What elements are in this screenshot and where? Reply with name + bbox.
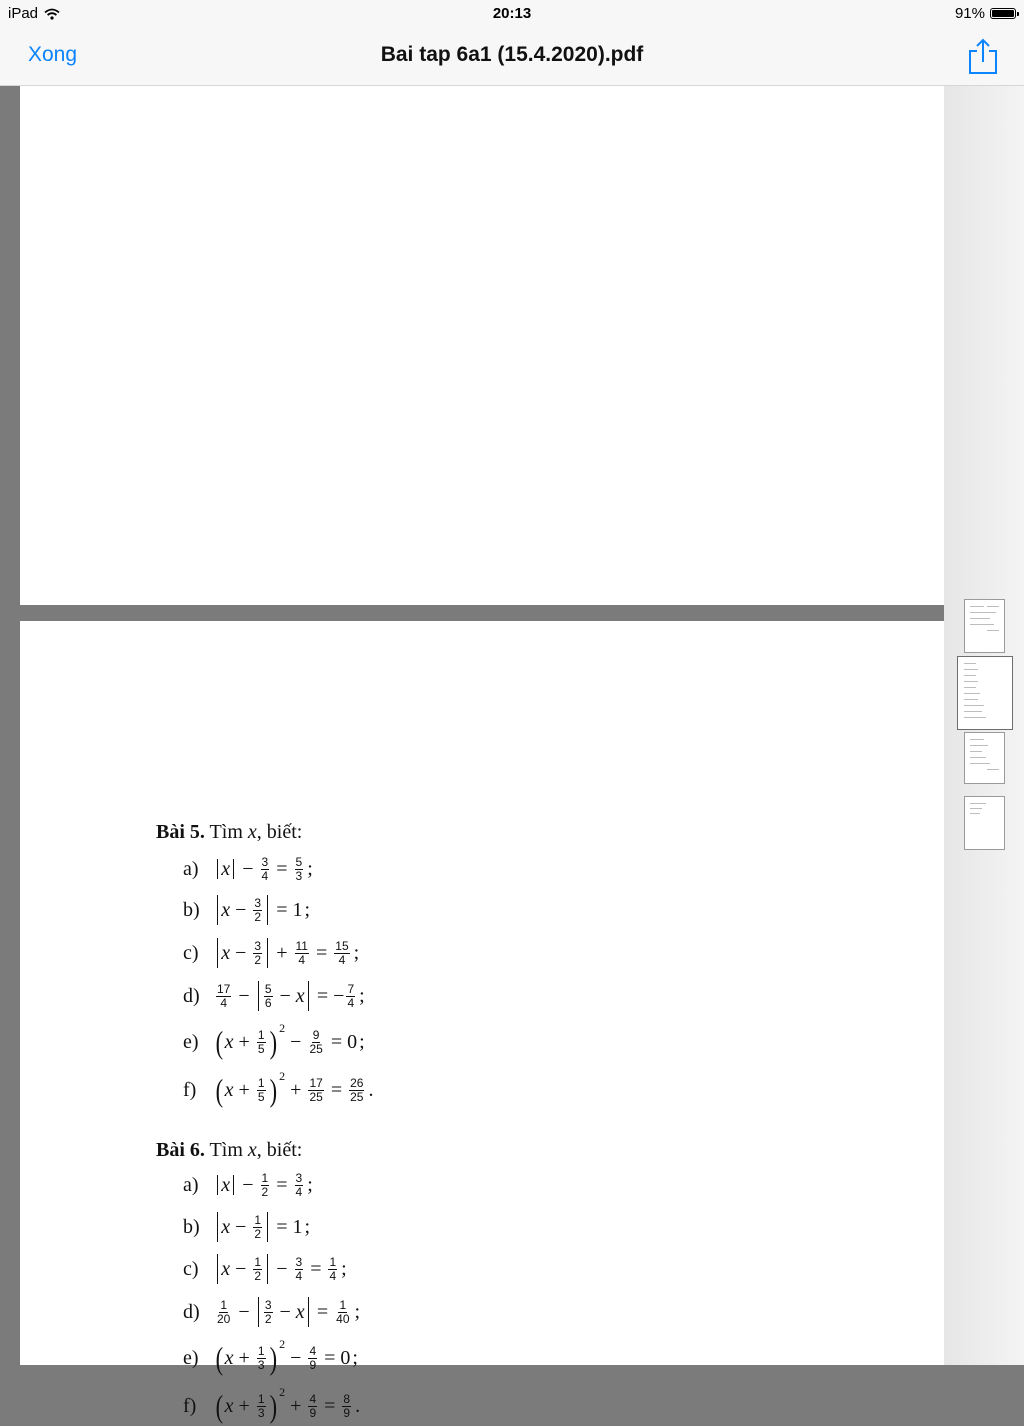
exercise-6a: a) x − $\frac{1}{2}$ = $\frac{3}{4}$ ; [183,1170,313,1199]
battery-percent: 91% [954,5,985,22]
exercise-5c: c) x − $\frac{3}{2}$ + $\frac{11}{4}$ = $\frac{15}{4}$ ; [183,938,360,967]
pdf-page-2 [20,621,944,1424]
page-thumbnail-2[interactable] [957,656,1013,730]
navigation-bar [0,28,1024,86]
exercise-6f: f) ( x + $\frac{1}{3}$ ) 2 + $\frac{4}{9}$ = $\frac{8}{9}$ . [183,1384,361,1424]
exercise-5b: b) x − $\frac{3}{2}$ = 1 ; [183,895,311,924]
exercise-6b: b) x − $\frac{1}{2}$ = 1 ; [183,1212,311,1241]
page-thumbnail-4[interactable] [964,796,1005,850]
exercise-6d: d) $\frac{1}{20}$ − $\frac{3}{2}$ − x = $\frac{1}{40}$ ; [183,1297,361,1326]
page-thumbnail-3[interactable] [964,732,1005,784]
page-thumbnail-1[interactable] [964,599,1005,653]
status-time: 20:13 [492,5,532,22]
done-button[interactable]: Xong [28,43,78,66]
device-name: iPad [8,5,39,22]
exercise-5f: f) ( x + $\frac{1}{5}$ ) 2 + $\frac{17}{25}$ = $\frac{26}{25}$ . [183,1068,374,1108]
share-icon[interactable] [966,36,1000,76]
status-right [955,5,1016,22]
page-thumbnail-strip [944,86,1024,1365]
exercise-5e: e) ( x + $\frac{1}{5}$ ) 2 − $\frac{9}{25}$ = 0 ; [183,1020,365,1060]
document-title: Bai tap 6a1 (15.4.2020).pdf [380,43,644,66]
exercise-6c: c) x − $\frac{1}{2}$ − $\frac{3}{4}$ = $\frac{1}{4}$ ; [183,1254,347,1283]
pdf-page-1 [20,86,944,605]
exercise-6-heading: Bài 6. Tìm x, biết: [156,1139,303,1161]
status-bar [0,0,1024,28]
exercise-5-heading: Bài 5. Tìm x, biết: [156,821,303,843]
document-view[interactable] [0,86,944,1424]
exercise-6e: e) ( x + $\frac{1}{3}$ ) 2 − $\frac{4}{9}$ = 0 ; [183,1336,358,1376]
exercise-5a: a) x − $\frac{3}{4}$ = $\frac{5}{3}$ ; [183,854,313,883]
battery-icon [990,8,1016,19]
exercise-5d: d) $\frac{17}{4}$ − $\frac{5}{6}$ − x = − $\frac{7}{4}$ ; [183,981,365,1010]
